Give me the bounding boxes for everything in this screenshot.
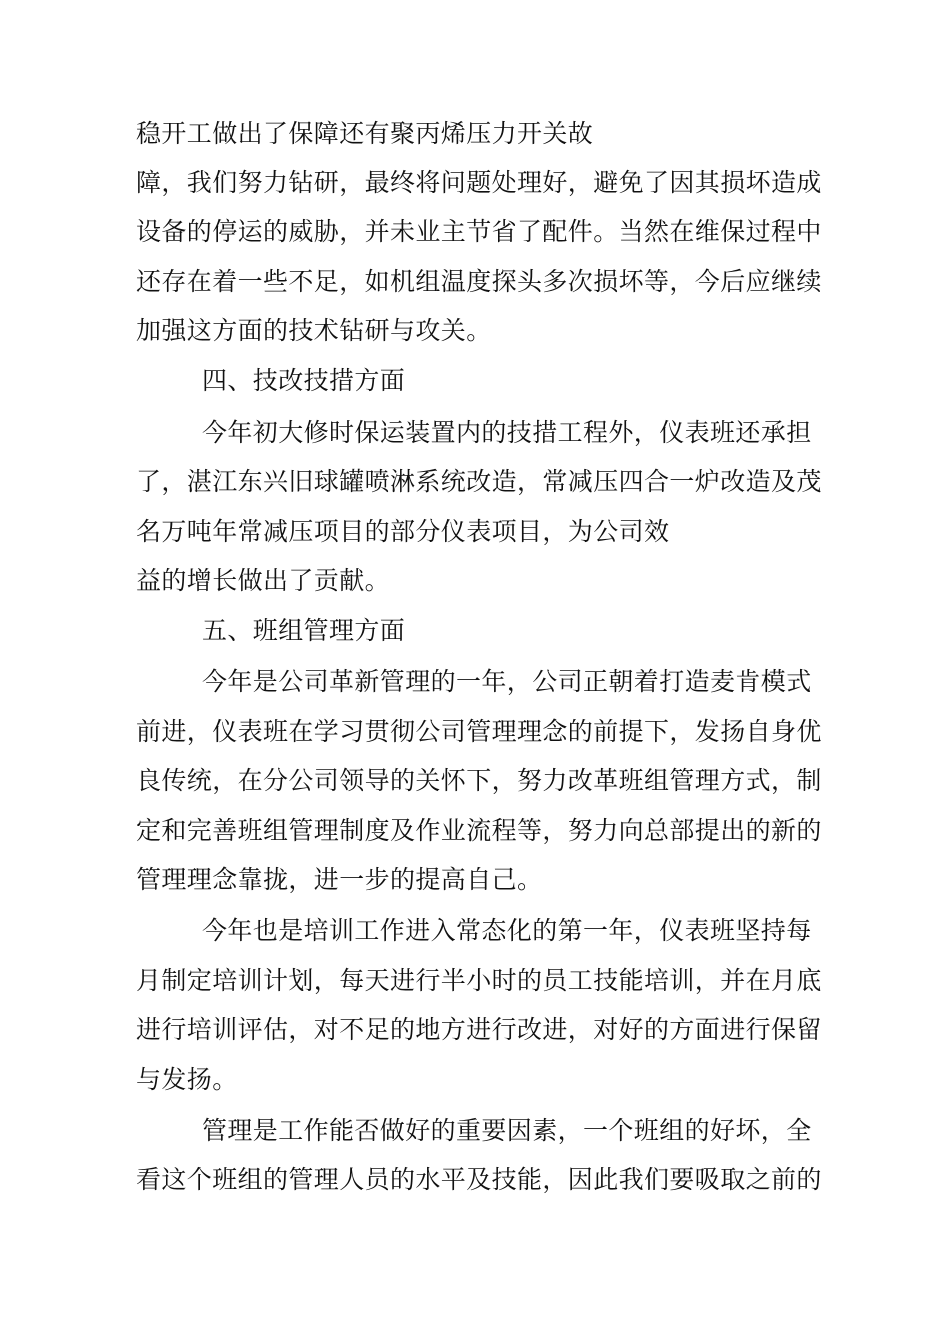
paragraph-line: 管理理念靠拢，进一步的提高自己。 <box>136 865 543 894</box>
paragraph-line: 良传统，在分公司领导的关怀下，努力改革班组管理方式，制 <box>136 766 822 795</box>
paragraph-line: 障，我们努力钻研，最终将问题处理好，避免了因其损坏造成 <box>136 168 822 197</box>
paragraph-line: 还存在着一些不足，如机组温度探头多次损坏等，今后应继续 <box>136 267 822 296</box>
paragraph-line: 稳开工做出了保障还有聚丙烯压力开关故 <box>136 119 594 148</box>
paragraph-line: 设备的停运的威胁，并未业主节省了配件。当然在维保过程中 <box>136 217 822 246</box>
paragraph-line: 看这个班组的管理人员的水平及技能，因此我们要吸取之前的 <box>136 1165 822 1194</box>
paragraph-line: 益的增长做出了贡献。 <box>136 566 391 595</box>
paragraph-line: 与发扬。 <box>136 1065 238 1094</box>
paragraph-line: 今年也是培训工作进入常态化的第一年，仪表班坚持每 <box>202 916 812 945</box>
paragraph-line: 定和完善班组管理制度及作业流程等，努力向总部提出的新的 <box>136 816 822 845</box>
paragraph-line: 了，湛江东兴旧球罐喷淋系统改造，常减压四合一炉改造及茂 <box>136 467 822 496</box>
paragraph-line: 加强这方面的技术钻研与攻关。 <box>136 316 492 345</box>
paragraph-line: 前进，仪表班在学习贯彻公司管理理念的前提下，发扬自身优 <box>136 717 822 746</box>
paragraph-line: 月制定培训计划，每天进行半小时的员工技能培训，并在月底 <box>136 966 822 995</box>
paragraph-line: 今年初大修时保运装置内的技措工程外，仪表班还承担 <box>202 418 812 447</box>
section-heading: 五、班组管理方面 <box>202 616 406 645</box>
section-heading: 四、技改技措方面 <box>202 366 406 395</box>
paragraph-line: 管理是工作能否做好的重要因素，一个班组的好坏，全 <box>202 1116 812 1145</box>
paragraph-line: 名万吨年常减压项目的部分仪表项目，为公司效 <box>136 517 670 546</box>
paragraph-line: 今年是公司革新管理的一年，公司正朝着打造麦肯模式 <box>202 667 812 696</box>
paragraph-line: 进行培训评估，对不足的地方进行改进，对好的方面进行保留 <box>136 1015 822 1044</box>
